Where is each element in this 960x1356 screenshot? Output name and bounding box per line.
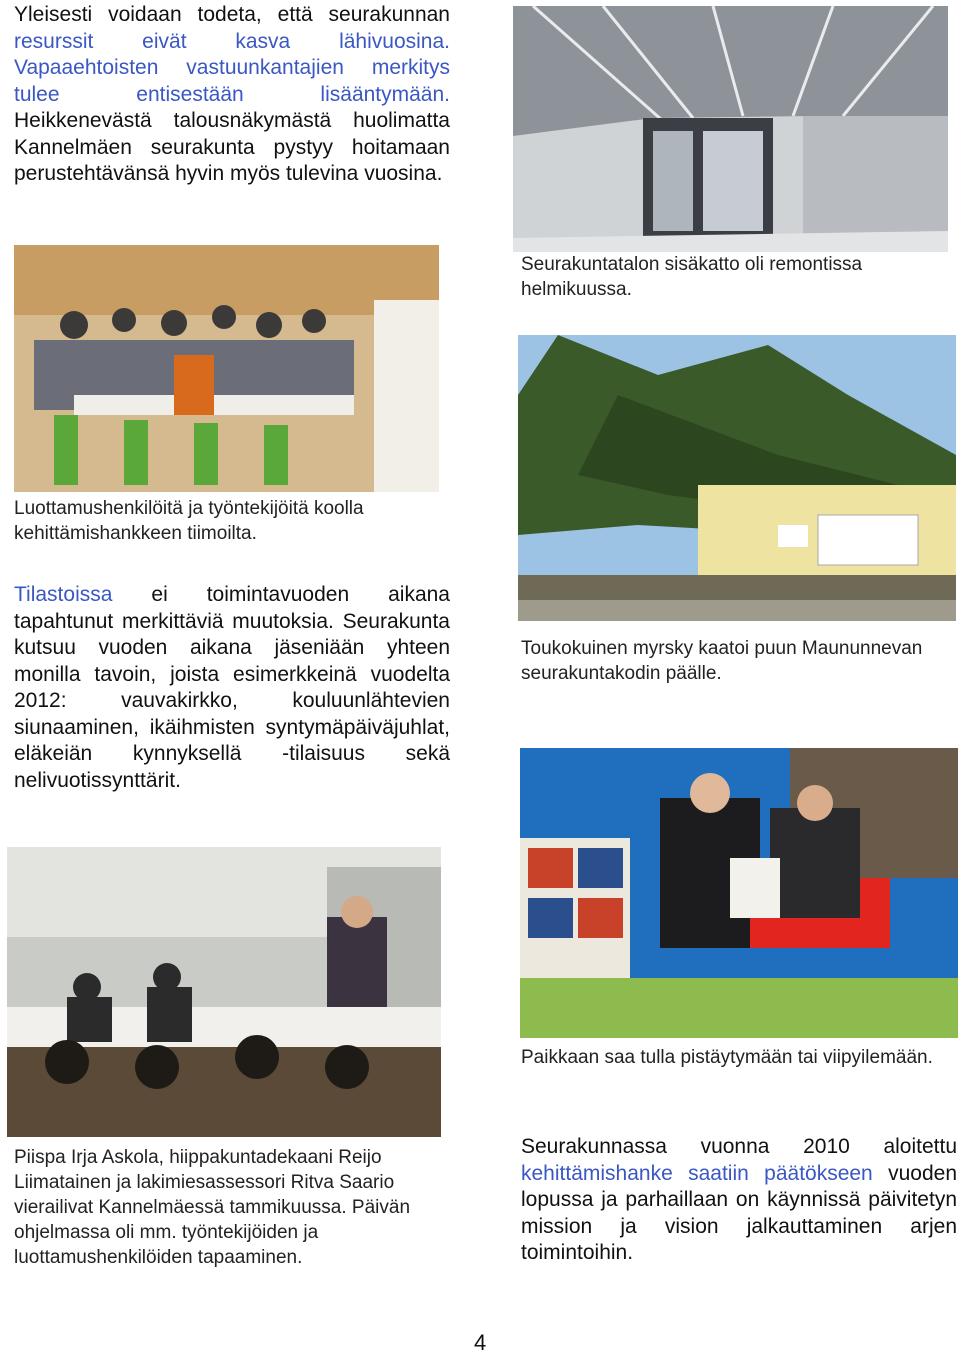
statistics-text-highlight: Tilastoissa bbox=[14, 583, 113, 606]
chair-caption bbox=[521, 1045, 941, 1070]
bishop-caption bbox=[14, 1145, 444, 1270]
intro-text-lead: Yleisesti voidaan todeta, että seurakunnan bbox=[14, 3, 450, 26]
ceiling-renovation-photo bbox=[513, 6, 948, 252]
ceiling-caption-text: Seurakuntatalon sisäkatto oli remontissa helmikuussa. bbox=[521, 254, 863, 300]
bishop-caption-text: Piispa Irja Askola, hiippakuntadekaani Reijo Liimatainen ja lakimiesassessori Ritva Saario vierailivat Kannelmäessä tammikuussa. Päivän ohjelmassa oli mm. työntekijöiden ja luottamushenkilöiden tapaaminen. bbox=[14, 1147, 411, 1268]
development-paragraph bbox=[521, 1134, 957, 1267]
bishop-visit-photo bbox=[7, 847, 441, 1137]
intro-text-highlight: resurssit eivät kasva lähivuosina. Vapaaehtoisten vastuunkantajien merkitys tulee entisestään lisääntymään. bbox=[14, 29, 450, 106]
development-text-highlight: kehittämishanke saatiin päätökseen bbox=[521, 1161, 873, 1185]
statistics-paragraph bbox=[14, 582, 450, 794]
development-text-lead: Seurakunnassa vuonna 2010 aloitettu bbox=[521, 1135, 957, 1158]
page-number: 4 bbox=[474, 1330, 487, 1355]
intro-paragraph bbox=[14, 2, 450, 188]
development-text-rest: vuoden lopussa ja parhaillaan on käynnissä päivitetyn mission ja vision jalkauttaminen arjen toimintoihin. bbox=[521, 1161, 957, 1264]
meeting-caption bbox=[14, 496, 439, 546]
statistics-text-rest: ei toimintavuoden aikana tapahtunut merkittäviä muutoksia. Seurakunta kutsuu vuoden aikana jäseniään yhteen monilla tavoin, joista esimerkkeinä vuodelta 2012: vauvakirkko, kouluunlähtevien siunaaminen, ikäihmisten syntymäpäiväjuhlat, eläkeiän kynnyksellä -tilaisuus sekä nelivuotissynttärit. bbox=[14, 583, 450, 792]
ceiling-caption bbox=[521, 252, 941, 302]
storm-caption-text: Toukokuinen myrsky kaatoi puun Maununnevan seurakuntakodin päälle. bbox=[521, 638, 923, 684]
intro-text-rest: Heikkenevästä talousnäkymästä huolimatta Kannelmäen seurakunta pystyy hoitamaan perustehtävänsä hyvin myös tulevina vuosina. bbox=[14, 109, 450, 185]
storm-tree-photo bbox=[518, 335, 956, 621]
storm-caption bbox=[521, 636, 951, 686]
meeting-photo bbox=[14, 245, 439, 492]
chair-caption-text: Paikkaan saa tulla pistäytymään tai viipyilemään. bbox=[521, 1047, 933, 1068]
meeting-caption-text: Luottamushenkilöitä ja työntekijöitä koolla kehittämishankkeen tiimoilta. bbox=[14, 498, 364, 544]
visiting-chair-photo bbox=[520, 748, 958, 1038]
